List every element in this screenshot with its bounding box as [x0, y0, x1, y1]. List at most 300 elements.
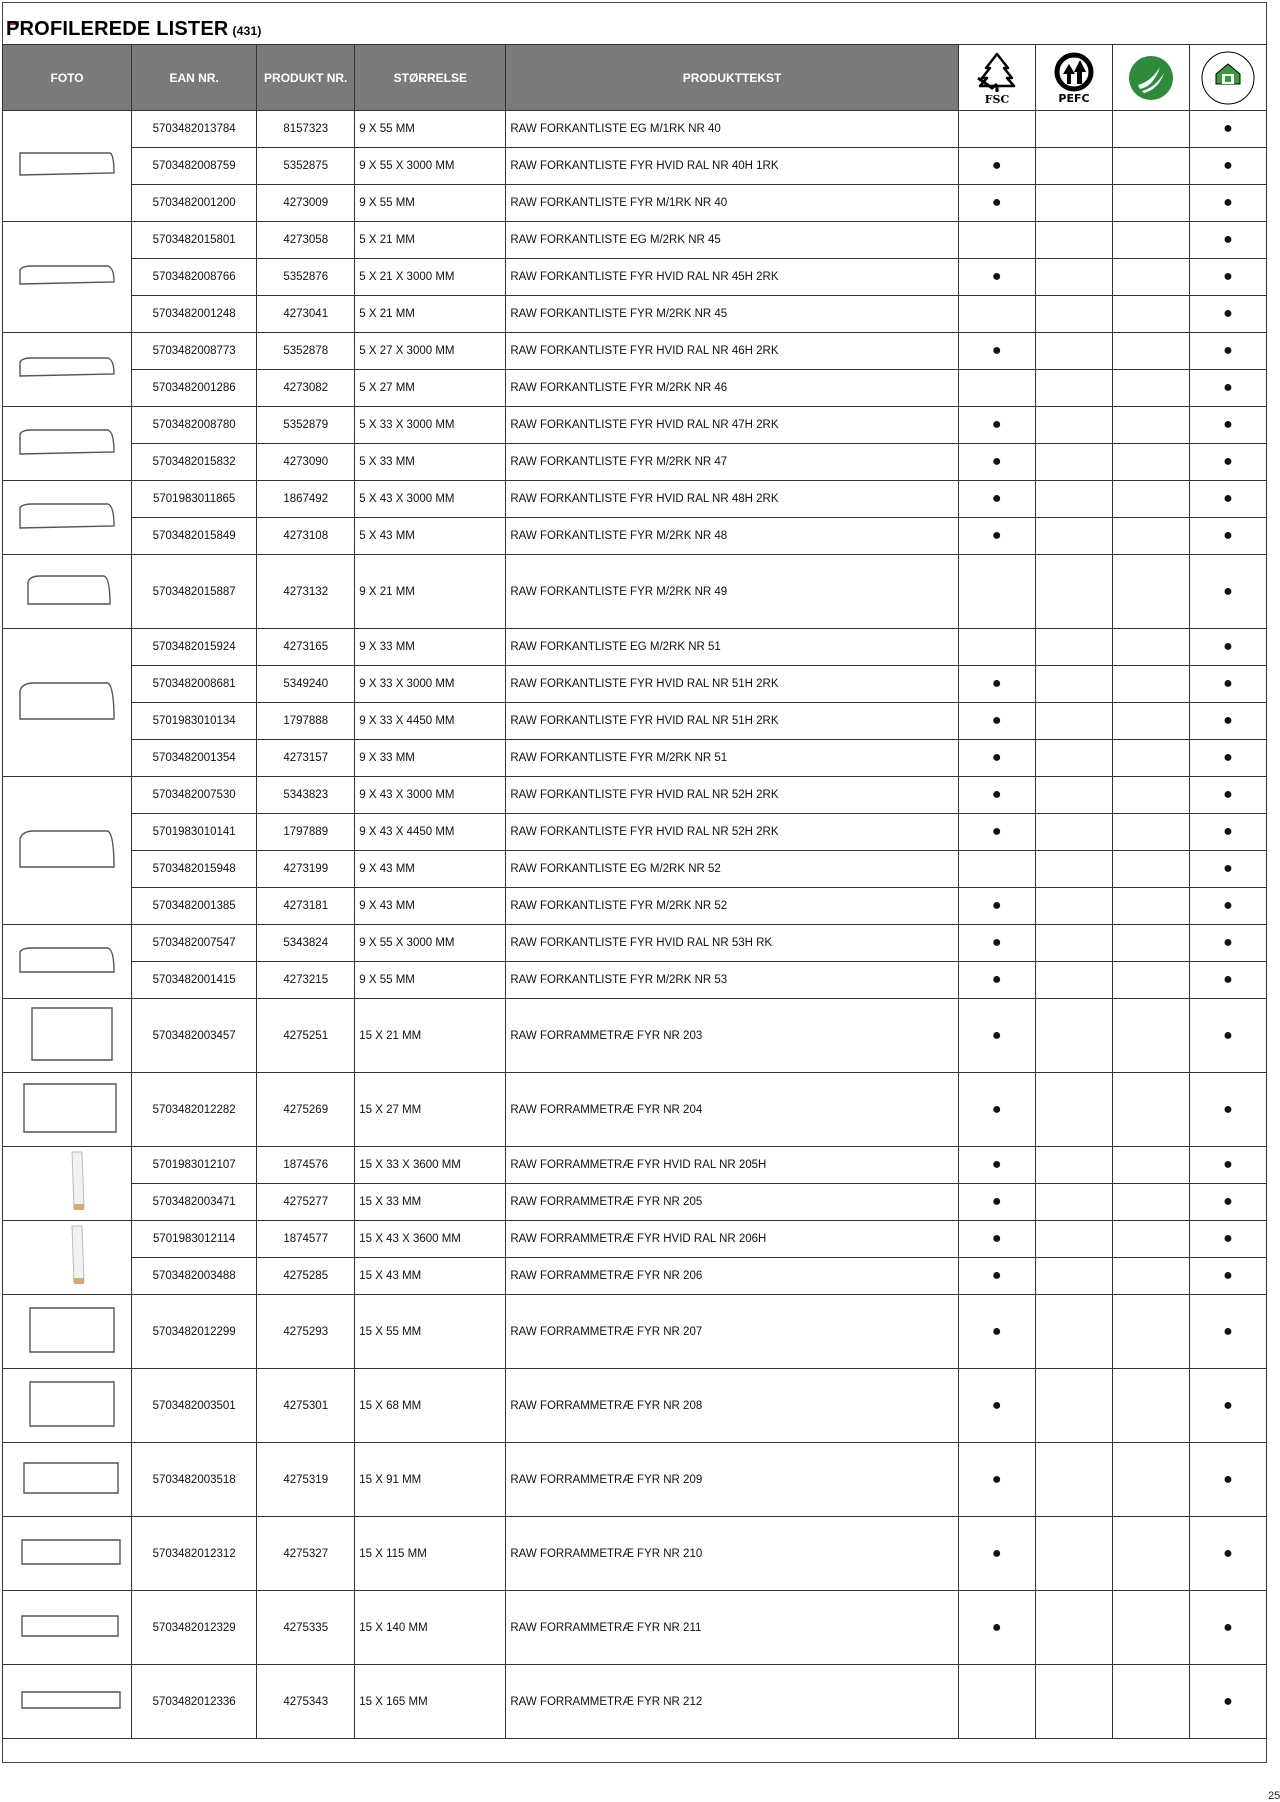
- storrelse-cell: 15 X 43 MM: [355, 1258, 506, 1295]
- table-row: [3, 1369, 1267, 1443]
- col-header-ean: EAN NR.: [132, 45, 257, 111]
- climate-cell: ●: [1189, 222, 1266, 259]
- ean-cell: 5703482001385: [132, 888, 257, 925]
- produkttekst-cell: RAW FORRAMMETRÆ FYR NR 209: [506, 1443, 958, 1517]
- ean-cell: 5703482012299: [132, 1295, 257, 1369]
- storrelse-cell: 9 X 43 X 3000 MM: [355, 777, 506, 814]
- ean-cell: 5703482015801: [132, 222, 257, 259]
- swan-cell: [1112, 1665, 1189, 1739]
- climate-cell: ●: [1189, 333, 1266, 370]
- pefc-cell: [1035, 925, 1112, 962]
- produkt-nr-cell: 5349240: [257, 666, 355, 703]
- swan-cell: [1112, 629, 1189, 666]
- produkt-nr-cell: 1874576: [257, 1147, 355, 1184]
- storrelse-cell: 9 X 55 X 3000 MM: [355, 925, 506, 962]
- profile-photo-icon: [12, 1518, 122, 1586]
- climate-cell: ●: [1189, 962, 1266, 999]
- produkt-nr-cell: 4273157: [257, 740, 355, 777]
- page-title-count: (431): [232, 24, 262, 38]
- storrelse-cell: 15 X 115 MM: [355, 1517, 506, 1591]
- table-row: [3, 518, 1267, 555]
- pefc-cell: [1035, 1517, 1112, 1591]
- pefc-cell: [1035, 518, 1112, 555]
- fsc-cell: ●: [958, 518, 1035, 555]
- swan-cell: [1112, 1517, 1189, 1591]
- page-title-text: PROFILEREDE LISTER: [6, 18, 229, 40]
- ean-cell: 5703482008681: [132, 666, 257, 703]
- photo-cell: [3, 1073, 132, 1147]
- fsc-cell: ●: [958, 333, 1035, 370]
- produkt-nr-cell: 4275335: [257, 1591, 355, 1665]
- pefc-logo-icon: [1049, 50, 1099, 106]
- ean-cell: 5703482007530: [132, 777, 257, 814]
- photo-cell: [3, 333, 132, 407]
- swan-cell: [1112, 925, 1189, 962]
- storrelse-cell: 5 X 27 X 3000 MM: [355, 333, 506, 370]
- storrelse-cell: 5 X 43 X 3000 MM: [355, 481, 506, 518]
- ean-cell: 5703482015948: [132, 851, 257, 888]
- ean-cell: 5701983010141: [132, 814, 257, 851]
- pefc-cell: [1035, 185, 1112, 222]
- swan-cell: [1112, 481, 1189, 518]
- swan-cell: [1112, 407, 1189, 444]
- fsc-cell: ●: [958, 185, 1035, 222]
- produkttekst-cell: RAW FORKANTLISTE FYR M/2RK NR 46: [506, 370, 958, 407]
- fsc-cell: [958, 222, 1035, 259]
- table-row: [3, 555, 1267, 629]
- table-row: [3, 962, 1267, 999]
- ean-cell: 5703482001354: [132, 740, 257, 777]
- table-row: [3, 1665, 1267, 1739]
- storrelse-cell: 5 X 21 X 3000 MM: [355, 259, 506, 296]
- ean-cell: 5703482008766: [132, 259, 257, 296]
- profile-photo-icon: [12, 1592, 122, 1660]
- produkttekst-cell: RAW FORRAMMETRÆ FYR NR 207: [506, 1295, 958, 1369]
- produkt-nr-cell: 5352879: [257, 407, 355, 444]
- storrelse-cell: 15 X 68 MM: [355, 1369, 506, 1443]
- fsc-cell: ●: [958, 1184, 1035, 1221]
- produkttekst-cell: RAW FORRAMMETRÆ FYR NR 205: [506, 1184, 958, 1221]
- swan-cell: [1112, 814, 1189, 851]
- swan-cell: [1112, 555, 1189, 629]
- produkttekst-cell: RAW FORKANTLISTE FYR M/2RK NR 53: [506, 962, 958, 999]
- swan-cell: [1112, 1443, 1189, 1517]
- storrelse-cell: 9 X 21 MM: [355, 555, 506, 629]
- storrelse-cell: 9 X 55 X 3000 MM: [355, 148, 506, 185]
- fsc-cell: ●: [958, 1073, 1035, 1147]
- col-header-storrelse: STØRRELSE: [355, 45, 506, 111]
- climate-cell: ●: [1189, 1443, 1266, 1517]
- produkt-nr-cell: 1797889: [257, 814, 355, 851]
- storrelse-cell: 15 X 21 MM: [355, 999, 506, 1073]
- ean-cell: 5703482012329: [132, 1591, 257, 1665]
- ean-cell: 5703482001286: [132, 370, 257, 407]
- ean-cell: 5703482012336: [132, 1665, 257, 1739]
- table-row: [3, 1184, 1267, 1221]
- profile-photo-icon: [12, 926, 122, 994]
- produkt-nr-cell: 4275251: [257, 999, 355, 1073]
- fsc-cell: [958, 1665, 1035, 1739]
- produkt-nr-cell: 5352875: [257, 148, 355, 185]
- produkt-nr-cell: 4273009: [257, 185, 355, 222]
- profile-photo-icon: [12, 482, 122, 550]
- swan-cell: [1112, 333, 1189, 370]
- table-row: [3, 1147, 1267, 1184]
- swan-cell: [1112, 370, 1189, 407]
- fsc-cell: ●: [958, 1147, 1035, 1184]
- photo-cell: [3, 407, 132, 481]
- produkt-nr-cell: 4273041: [257, 296, 355, 333]
- ean-cell: 5703482013784: [132, 111, 257, 148]
- page-title: [6, 18, 262, 41]
- storrelse-cell: 15 X 91 MM: [355, 1443, 506, 1517]
- pefc-cell: [1035, 703, 1112, 740]
- pefc-cell: [1035, 1258, 1112, 1295]
- fsc-cell: ●: [958, 962, 1035, 999]
- table-row: [3, 703, 1267, 740]
- produkttekst-cell: RAW FORKANTLISTE EG M/2RK NR 45: [506, 222, 958, 259]
- climate-cell: ●: [1189, 1591, 1266, 1665]
- storrelse-cell: 9 X 33 MM: [355, 740, 506, 777]
- fsc-cell: ●: [958, 481, 1035, 518]
- produkt-nr-cell: 4275301: [257, 1369, 355, 1443]
- pefc-cell: [1035, 407, 1112, 444]
- pefc-cell: [1035, 481, 1112, 518]
- photo-cell: [3, 1443, 132, 1517]
- produkttekst-cell: RAW FORKANTLISTE FYR HVID RAL NR 46H 2RK: [506, 333, 958, 370]
- storrelse-cell: 15 X 27 MM: [355, 1073, 506, 1147]
- swan-cell: [1112, 185, 1189, 222]
- storrelse-cell: 15 X 33 X 3600 MM: [355, 1147, 506, 1184]
- produkttekst-cell: RAW FORRAMMETRÆ FYR NR 206: [506, 1258, 958, 1295]
- produkttekst-cell: RAW FORKANTLISTE FYR HVID RAL NR 52H 2RK: [506, 777, 958, 814]
- ean-cell: 5701983010134: [132, 703, 257, 740]
- swan-cell: [1112, 444, 1189, 481]
- produkttekst-cell: RAW FORKANTLISTE FYR M/2RK NR 52: [506, 888, 958, 925]
- produkt-nr-cell: 4275319: [257, 1443, 355, 1517]
- profile-photo-icon: [12, 130, 122, 200]
- table-row: [3, 222, 1267, 259]
- climate-cell: ●: [1189, 1517, 1266, 1591]
- pefc-cell: [1035, 962, 1112, 999]
- produkttekst-cell: RAW FORKANTLISTE FYR M/2RK NR 45: [506, 296, 958, 333]
- produkttekst-cell: RAW FORKANTLISTE EG M/2RK NR 51: [506, 629, 958, 666]
- col-header-climate: [1189, 45, 1266, 111]
- col-header-foto: FOTO: [3, 45, 132, 111]
- produkt-nr-cell: 4273058: [257, 222, 355, 259]
- swan-cell: [1112, 1184, 1189, 1221]
- product-table-wrapper: [2, 44, 1267, 1765]
- pefc-cell: [1035, 1591, 1112, 1665]
- produkt-nr-cell: 5343823: [257, 777, 355, 814]
- produkt-nr-cell: 1874577: [257, 1221, 355, 1258]
- produkt-nr-cell: 5352876: [257, 259, 355, 296]
- produkttekst-cell: RAW FORKANTLISTE FYR HVID RAL NR 52H 2RK: [506, 814, 958, 851]
- table-row: [3, 481, 1267, 518]
- produkt-nr-cell: 4273165: [257, 629, 355, 666]
- ean-cell: 5703482015849: [132, 518, 257, 555]
- climate-cell: ●: [1189, 1369, 1266, 1443]
- storrelse-cell: 9 X 43 MM: [355, 851, 506, 888]
- pefc-cell: [1035, 444, 1112, 481]
- profile-photo-icon: [12, 1000, 122, 1068]
- table-row: [3, 740, 1267, 777]
- pefc-cell: [1035, 1184, 1112, 1221]
- ean-cell: 5701983012107: [132, 1147, 257, 1184]
- pefc-cell: [1035, 1369, 1112, 1443]
- climate-cell: ●: [1189, 777, 1266, 814]
- indoor-climate-label-icon: [1200, 50, 1256, 106]
- ean-cell: 5703482003488: [132, 1258, 257, 1295]
- fsc-cell: ●: [958, 1369, 1035, 1443]
- profile-photo-icon: [12, 1444, 122, 1512]
- pefc-cell: [1035, 888, 1112, 925]
- storrelse-cell: 5 X 27 MM: [355, 370, 506, 407]
- produkt-nr-cell: 5343824: [257, 925, 355, 962]
- table-row: [3, 370, 1267, 407]
- ean-cell: 5703482001200: [132, 185, 257, 222]
- climate-cell: ●: [1189, 703, 1266, 740]
- storrelse-cell: 15 X 140 MM: [355, 1591, 506, 1665]
- storrelse-cell: 9 X 33 X 4450 MM: [355, 703, 506, 740]
- climate-cell: ●: [1189, 444, 1266, 481]
- storrelse-cell: 9 X 43 MM: [355, 888, 506, 925]
- storrelse-cell: 5 X 21 MM: [355, 296, 506, 333]
- climate-cell: ●: [1189, 1221, 1266, 1258]
- produkt-nr-cell: 4273215: [257, 962, 355, 999]
- table-row: [3, 1517, 1267, 1591]
- pefc-cell: [1035, 1443, 1112, 1517]
- swan-cell: [1112, 1369, 1189, 1443]
- pefc-cell: [1035, 629, 1112, 666]
- produkttekst-cell: RAW FORKANTLISTE FYR HVID RAL NR 51H 2RK: [506, 666, 958, 703]
- fsc-cell: ●: [958, 444, 1035, 481]
- table-row: [3, 148, 1267, 185]
- profile-photo-icon: [12, 1074, 122, 1142]
- swan-cell: [1112, 518, 1189, 555]
- ean-cell: 5703482003471: [132, 1184, 257, 1221]
- col-header-pefc: [1035, 45, 1112, 111]
- produkttekst-cell: RAW FORKANTLISTE FYR M/2RK NR 51: [506, 740, 958, 777]
- climate-cell: ●: [1189, 925, 1266, 962]
- storrelse-cell: 9 X 33 X 3000 MM: [355, 666, 506, 703]
- climate-cell: ●: [1189, 851, 1266, 888]
- fsc-cell: ●: [958, 1443, 1035, 1517]
- ean-cell: 5703482008780: [132, 407, 257, 444]
- pefc-cell: [1035, 1073, 1112, 1147]
- table-row: [3, 444, 1267, 481]
- fsc-cell: ●: [958, 777, 1035, 814]
- produkttekst-cell: RAW FORRAMMETRÆ FYR HVID RAL NR 205H: [506, 1147, 958, 1184]
- ean-cell: 5703482001248: [132, 296, 257, 333]
- climate-cell: ●: [1189, 259, 1266, 296]
- photo-cell: [3, 1517, 132, 1591]
- produkt-nr-cell: 4273108: [257, 518, 355, 555]
- pefc-cell: [1035, 555, 1112, 629]
- produkttekst-cell: RAW FORRAMMETRÆ FYR NR 211: [506, 1591, 958, 1665]
- photo-cell: [3, 1295, 132, 1369]
- climate-cell: ●: [1189, 407, 1266, 444]
- pefc-cell: [1035, 1665, 1112, 1739]
- ean-cell: 5703482015887: [132, 555, 257, 629]
- fsc-cell: ●: [958, 999, 1035, 1073]
- pefc-cell: [1035, 814, 1112, 851]
- photo-cell: [3, 222, 132, 333]
- ean-cell: 5703482015832: [132, 444, 257, 481]
- swan-cell: [1112, 740, 1189, 777]
- fsc-cell: ●: [958, 1295, 1035, 1369]
- produkt-nr-cell: 8157323: [257, 111, 355, 148]
- climate-cell: ●: [1189, 629, 1266, 666]
- profile-photo-icon: [12, 666, 122, 736]
- produkttekst-cell: RAW FORKANTLISTE FYR M/1RK NR 40: [506, 185, 958, 222]
- climate-cell: ●: [1189, 888, 1266, 925]
- climate-cell: ●: [1189, 111, 1266, 148]
- produkttekst-cell: RAW FORKANTLISTE FYR HVID RAL NR 45H 2RK: [506, 259, 958, 296]
- ean-cell: 5703482012282: [132, 1073, 257, 1147]
- table-row: [3, 111, 1267, 148]
- produkttekst-cell: RAW FORRAMMETRÆ FYR HVID RAL NR 206H: [506, 1221, 958, 1258]
- fsc-logo-text: FSC: [984, 92, 1009, 106]
- page-number: 25: [1268, 1790, 1280, 1802]
- produkt-nr-cell: 4273181: [257, 888, 355, 925]
- pefc-cell: [1035, 333, 1112, 370]
- pefc-cell: [1035, 148, 1112, 185]
- produkt-nr-cell: 4273132: [257, 555, 355, 629]
- ean-cell: 5703482003518: [132, 1443, 257, 1517]
- pefc-cell: [1035, 222, 1112, 259]
- swan-cell: [1112, 1295, 1189, 1369]
- table-row: [3, 1443, 1267, 1517]
- table-row: [3, 1295, 1267, 1369]
- storrelse-cell: 5 X 33 MM: [355, 444, 506, 481]
- swan-cell: [1112, 148, 1189, 185]
- profile-photo-icon: [12, 1370, 122, 1438]
- pefc-cell: [1035, 740, 1112, 777]
- ean-cell: 5703482001415: [132, 962, 257, 999]
- storrelse-cell: 9 X 55 MM: [355, 185, 506, 222]
- climate-cell: ●: [1189, 1665, 1266, 1739]
- col-header-produkttekst: PRODUKTTEKST: [506, 45, 958, 111]
- climate-cell: ●: [1189, 148, 1266, 185]
- fsc-cell: [958, 370, 1035, 407]
- fsc-cell: ●: [958, 888, 1035, 925]
- storrelse-cell: 9 X 55 MM: [355, 962, 506, 999]
- climate-cell: ●: [1189, 814, 1266, 851]
- produkt-nr-cell: 4275343: [257, 1665, 355, 1739]
- pefc-cell: [1035, 777, 1112, 814]
- swan-cell: [1112, 1591, 1189, 1665]
- produkttekst-cell: RAW FORKANTLISTE FYR M/2RK NR 49: [506, 555, 958, 629]
- fsc-cell: ●: [958, 1517, 1035, 1591]
- climate-cell: ●: [1189, 481, 1266, 518]
- table-header-row: [3, 45, 1267, 111]
- fsc-cell: ●: [958, 703, 1035, 740]
- fsc-cell: [958, 111, 1035, 148]
- table-row: [3, 185, 1267, 222]
- ean-cell: 5703482003457: [132, 999, 257, 1073]
- swan-cell: [1112, 888, 1189, 925]
- nordic-swan-logo-icon: [1126, 53, 1176, 103]
- swan-cell: [1112, 777, 1189, 814]
- climate-cell: ●: [1189, 296, 1266, 333]
- fsc-cell: ●: [958, 1591, 1035, 1665]
- swan-cell: [1112, 1258, 1189, 1295]
- climate-cell: ●: [1189, 999, 1266, 1073]
- climate-cell: ●: [1189, 1295, 1266, 1369]
- ean-cell: 5703482003501: [132, 1369, 257, 1443]
- pefc-cell: [1035, 1295, 1112, 1369]
- climate-cell: ●: [1189, 370, 1266, 407]
- fsc-cell: ●: [958, 814, 1035, 851]
- table-row: [3, 999, 1267, 1073]
- photo-cell: [3, 481, 132, 555]
- produkttekst-cell: RAW FORKANTLISTE FYR HVID RAL NR 53H RK: [506, 925, 958, 962]
- table-row: [3, 777, 1267, 814]
- swan-cell: [1112, 999, 1189, 1073]
- table-row: [3, 666, 1267, 703]
- fsc-cell: [958, 629, 1035, 666]
- photo-cell: [3, 1221, 132, 1295]
- profile-photo-icon: [12, 241, 122, 311]
- produkt-nr-cell: 4275285: [257, 1258, 355, 1295]
- produkttekst-cell: RAW FORKANTLISTE EG M/2RK NR 52: [506, 851, 958, 888]
- produkttekst-cell: RAW FORKANTLISTE FYR M/2RK NR 47: [506, 444, 958, 481]
- fsc-cell: [958, 851, 1035, 888]
- storrelse-cell: 9 X 33 MM: [355, 629, 506, 666]
- produkttekst-cell: RAW FORRAMMETRÆ FYR NR 212: [506, 1665, 958, 1739]
- pefc-cell: [1035, 296, 1112, 333]
- swan-cell: [1112, 222, 1189, 259]
- table-row: [3, 259, 1267, 296]
- climate-cell: ●: [1189, 1147, 1266, 1184]
- photo-cell: [3, 1665, 132, 1739]
- storrelse-cell: 5 X 21 MM: [355, 222, 506, 259]
- produkttekst-cell: RAW FORKANTLISTE FYR HVID RAL NR 47H 2RK: [506, 407, 958, 444]
- pefc-cell: [1035, 370, 1112, 407]
- product-table: [2, 44, 1267, 1739]
- pefc-cell: [1035, 999, 1112, 1073]
- produkttekst-cell: RAW FORKANTLISTE FYR HVID RAL NR 40H 1RK: [506, 148, 958, 185]
- table-body: [3, 111, 1267, 1739]
- profile-photo-icon: [12, 814, 122, 884]
- table-row: [3, 407, 1267, 444]
- table-row: [3, 888, 1267, 925]
- profile-photo-icon: [12, 1666, 122, 1734]
- fsc-logo-icon: [972, 50, 1022, 106]
- photo-cell: [3, 1591, 132, 1665]
- profile-photo-icon: [12, 1148, 122, 1216]
- fsc-cell: ●: [958, 925, 1035, 962]
- photo-cell: [3, 1369, 132, 1443]
- profile-photo-icon: [12, 556, 122, 624]
- storrelse-cell: 5 X 33 X 3000 MM: [355, 407, 506, 444]
- ean-cell: 5703482015924: [132, 629, 257, 666]
- climate-cell: ●: [1189, 555, 1266, 629]
- swan-cell: [1112, 1073, 1189, 1147]
- produkttekst-cell: RAW FORRAMMETRÆ FYR NR 210: [506, 1517, 958, 1591]
- pefc-logo-text: PEFC: [1058, 91, 1090, 105]
- table-row: [3, 814, 1267, 851]
- storrelse-cell: 15 X 55 MM: [355, 1295, 506, 1369]
- fsc-cell: ●: [958, 666, 1035, 703]
- table-row: [3, 1221, 1267, 1258]
- produkt-nr-cell: 5352878: [257, 333, 355, 370]
- climate-cell: ●: [1189, 1073, 1266, 1147]
- produkttekst-cell: RAW FORKANTLISTE EG M/1RK NR 40: [506, 111, 958, 148]
- col-header-swan: [1112, 45, 1189, 111]
- table-row: [3, 629, 1267, 666]
